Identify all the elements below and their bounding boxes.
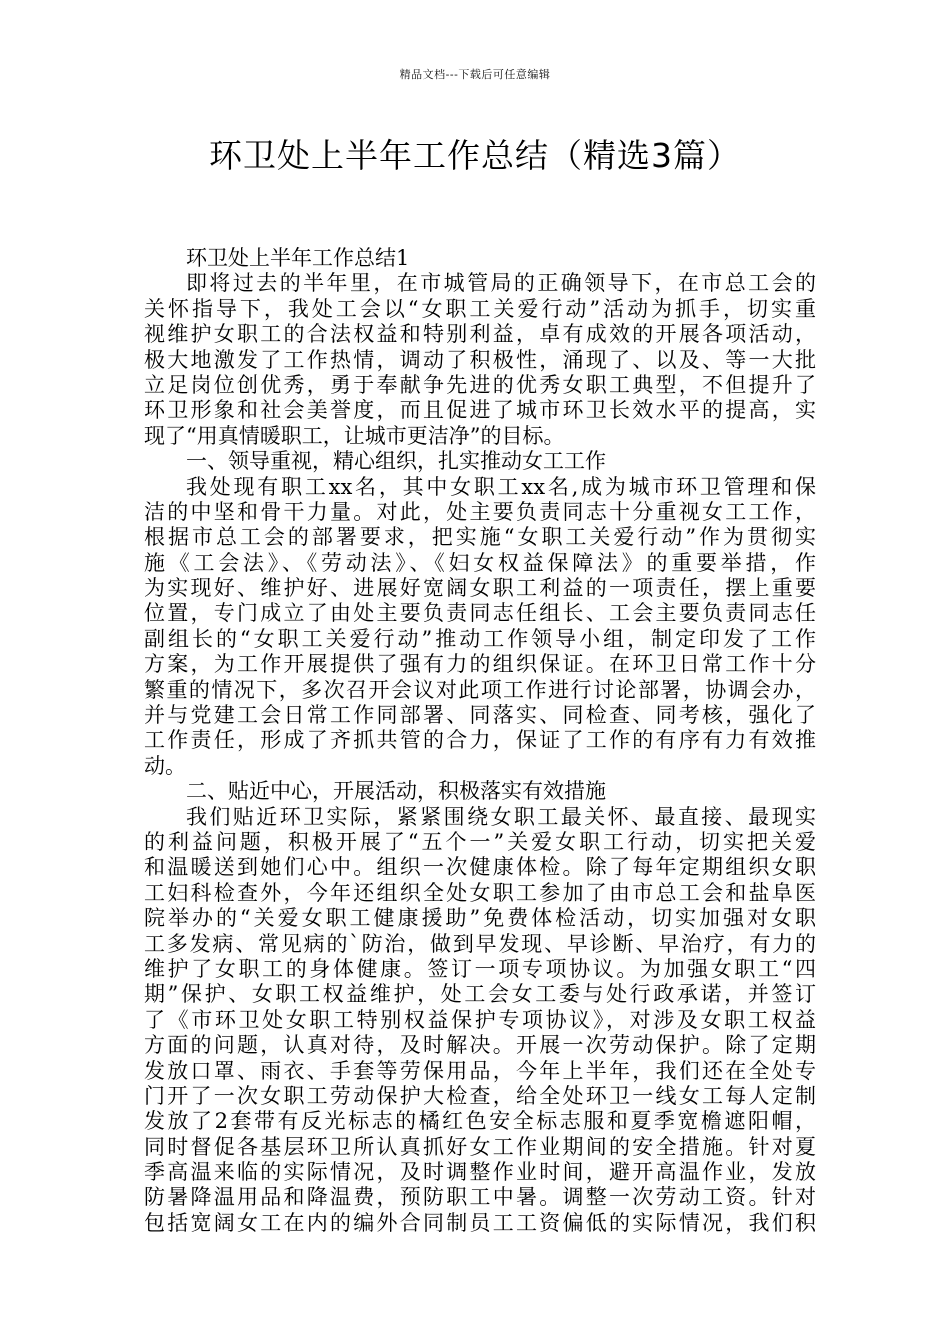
- header-note: 精品文档---下载后可任意编辑: [399, 68, 551, 81]
- text-line: 即将过去的半年里，在市城管局的正确领导下，在市总工会的: [186, 271, 816, 296]
- text-line: 环卫形象和社会美誉度，而且促进了城市环卫长效水平的提高，实: [144, 398, 816, 423]
- text-line: 的利益问题，积极开展了“五个一”关爱女职工行动，切实把关爱: [144, 829, 816, 854]
- text-line: 同时督促各基层环卫所认真抓好女工作业期间的安全措施。针对夏: [144, 1134, 816, 1159]
- text-line: 繁重的情况下，多次召开会议对此项工作进行讨论部署，协调会办，: [144, 677, 816, 702]
- text-line: 一、领导重视，精心组织，扎实推动女工工作: [186, 449, 606, 474]
- text-line: 关怀指导下，我处工会以“女职工关爱行动”活动为抓手，切实重: [144, 296, 816, 321]
- text-line: 维护了女职工的身体健康。签订一项专项协议。为加强女职工“四: [144, 956, 816, 981]
- text-line: 极大地激发了工作热情，调动了积极性，涌现了、以及、等一大批: [144, 347, 816, 372]
- text-line: 立足岗位创优秀，勇于奉献争先进的优秀女职工典型，不但提升了: [144, 372, 816, 397]
- text-line: 视维护女职工的合法权益和特别利益，卓有成效的开展各项活动，: [144, 322, 816, 347]
- text-line: 位置，专门成立了由处主要负责同志任组长、工会主要负责同志任: [144, 601, 816, 626]
- document-body: [144, 246, 816, 1236]
- text-line: 并与党建工会日常工作同部署、同落实、同检查、同考核，强化了: [144, 703, 816, 728]
- text-line: 施《工会法》、《劳动法》、《妇女权益保障法》的重要举措，作: [144, 550, 816, 575]
- text-line: 季高温来临的实际情况，及时调整作业时间，避开高温作业，发放: [144, 1160, 816, 1185]
- text-line: 方案，为工作开展提供了强有力的组织保证。在环卫日常工作十分: [144, 652, 816, 677]
- text-line: 现了“用真情暖职工，让城市更洁净”的目标。: [144, 423, 565, 448]
- text-line: 根据市总工会的部署要求，把实施“女职工关爱行动”作为贯彻实: [144, 525, 816, 550]
- document-title: 环卫处上半年工作总结（精选3篇）: [209, 136, 741, 175]
- text-line: 我们贴近环卫实际，紧紧围绕女职工最关怀、最直接、最现实: [186, 804, 816, 829]
- text-line: 环卫处上半年工作总结1: [186, 246, 410, 270]
- text-line: 动。: [144, 753, 186, 778]
- text-line: 二、贴近中心，开展活动，积极落实有效措施: [186, 779, 606, 804]
- text-line: 防暑降温用品和降温费，预防职工中暑。调整一次劳动工资。针对: [144, 1185, 816, 1210]
- text-line: 院举办的“关爱女职工健康援助”免费体检活动，切实加强对女职: [144, 906, 816, 931]
- text-line: 我处现有职工xx名，其中女职工xx名,成为城市环卫管理和保: [186, 474, 816, 499]
- text-line: 工妇科检查外，今年还组织全处女职工参加了由市总工会和盐阜医: [144, 880, 816, 905]
- text-line: 副组长的“女职工关爱行动”推动工作领导小组，制定印发了工作: [144, 626, 816, 651]
- text-line: 发放了2套带有反光标志的橘红色安全标志服和夏季宽檐遮阳帽，: [144, 1109, 816, 1134]
- text-line: 方面的问题，认真对待，及时解决。开展一次劳动保护。除了定期: [144, 1033, 816, 1058]
- text-line: 门开了一次女职工劳动保护大检查，给全处环卫一线女工每人定制: [144, 1083, 816, 1108]
- text-line: 和温暖送到她们心中。组织一次健康体检。除了每年定期组织女职: [144, 855, 816, 880]
- text-line: 期”保护、女职工权益维护，处工会女工委与处行政承诺，并签订: [144, 982, 816, 1007]
- text-line: 包括宽阔女工在内的编外合同制员工工资偏低的实际情况，我们积: [144, 1210, 816, 1235]
- text-line: 为实现好、维护好、进展好宽阔女职工利益的一项责任，摆上重要: [144, 576, 816, 601]
- text-line: 工多发病、常见病的`防治，做到早发现、早诊断、早治疗，有力的: [144, 931, 816, 956]
- text-line: 发放口罩、雨衣、手套等劳保用品，今年上半年，我们还在全处专: [144, 1058, 816, 1083]
- text-line: 工作责任，形成了齐抓共管的合力，保证了工作的有序有力有效推: [144, 728, 816, 753]
- text-line: 了《市环卫处女职工特别权益保护专项协议》，对涉及女职工权益: [144, 1007, 816, 1032]
- text-line: 洁的中坚和骨干力量。对此，处主要负责同志十分重视女工工作，: [144, 499, 816, 524]
